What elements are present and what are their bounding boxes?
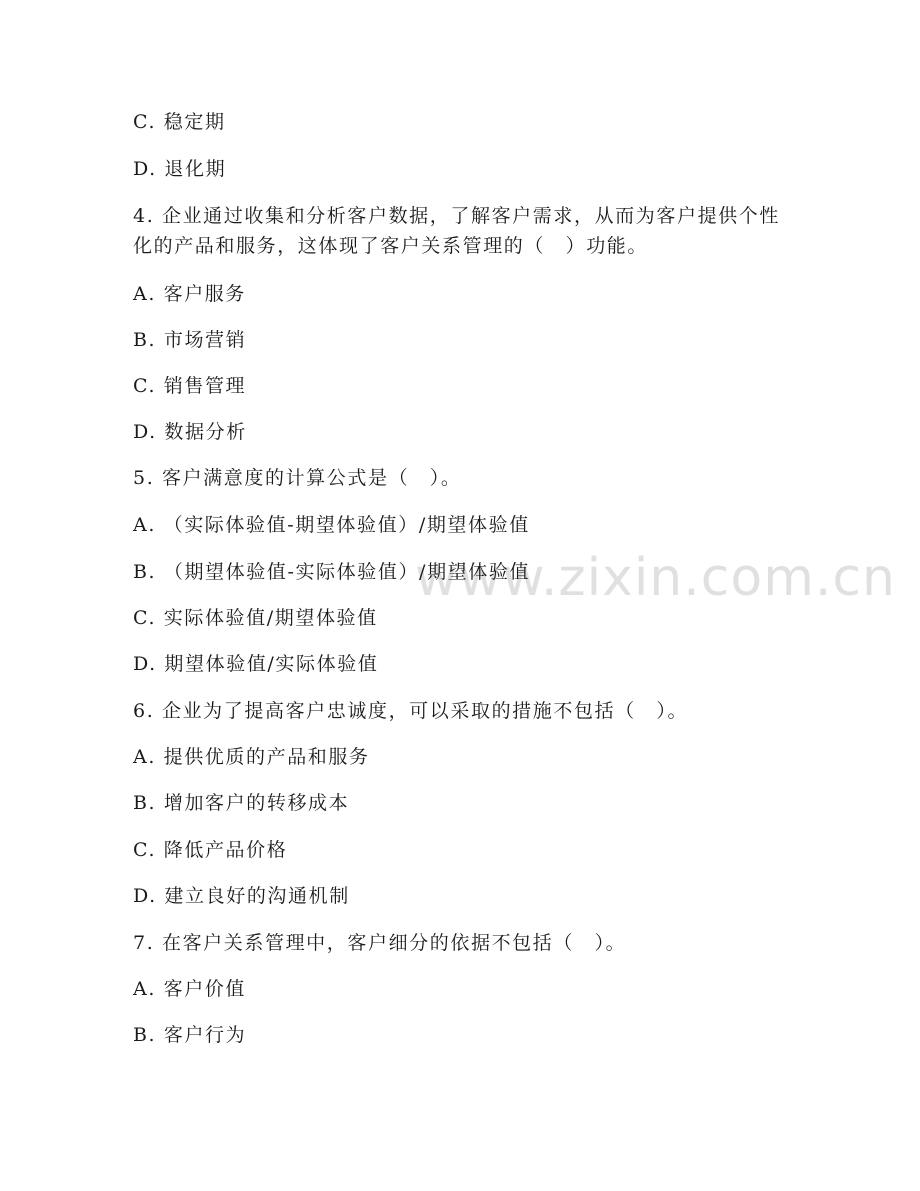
option-line: B. 增加客户的转移成本	[133, 792, 350, 814]
question-line: 5. 客户满意度的计算公式是（ ）。	[133, 467, 462, 489]
option-line: D. 退化期	[133, 158, 227, 180]
question-line: 6. 企业为了提高客户忠诚度，可以采取的措施不包括（ ）。	[133, 700, 689, 722]
option-line: A. 客户价值	[133, 978, 247, 1000]
option-line: D. 数据分析	[133, 421, 247, 443]
option-line: D. 建立良好的沟通机制	[133, 885, 350, 907]
option-line: C. 实际体验值/期望体验值	[133, 607, 378, 629]
question-line: 4. 企业通过收集和分析客户数据，了解客户需求，从而为客户提供个性化的产品和服务，这体现了客户关系管理的（ ）功能。	[133, 205, 780, 257]
option-line: C. 降低产品价格	[133, 839, 288, 861]
option-line: A. （实际体验值-期望体验值）/期望体验值	[133, 514, 530, 536]
option-line: C. 销售管理	[133, 375, 247, 397]
option-line: D. 期望体验值/实际体验值	[133, 653, 379, 675]
option-line: C. 稳定期	[133, 111, 226, 133]
option-line: B. （期望体验值-实际体验值）/期望体验值	[133, 561, 531, 583]
option-line: B. 市场营销	[133, 329, 247, 351]
watermark: www.zixin.com.cn	[415, 548, 896, 608]
option-line: A. 提供优质的产品和服务	[133, 746, 370, 768]
option-line: B. 客户行为	[133, 1024, 247, 1046]
question-line: 7. 在客户关系管理中，客户细分的依据不包括（ ）。	[133, 932, 627, 954]
option-line: A. 客户服务	[133, 283, 247, 305]
